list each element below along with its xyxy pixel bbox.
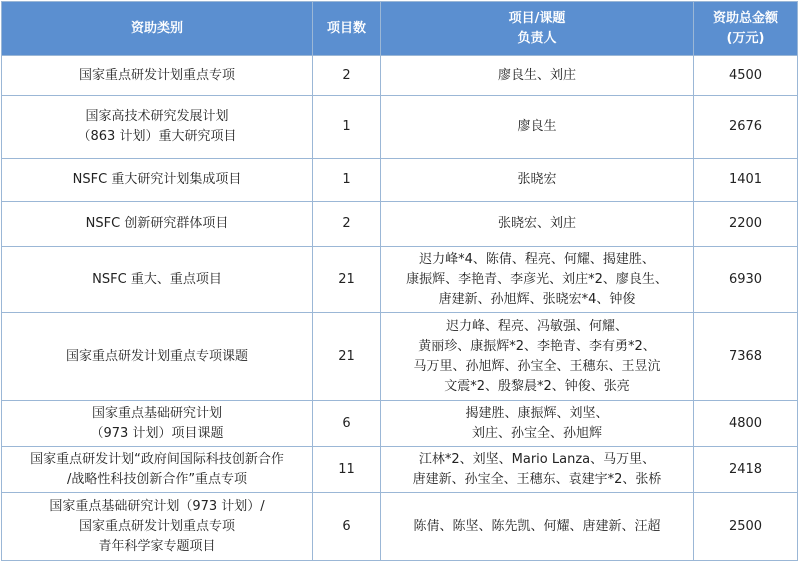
cell-amount: 2676 bbox=[694, 96, 798, 159]
table-row bbox=[2, 313, 798, 401]
cell-count: 1 bbox=[313, 159, 381, 202]
cell-category: 国家高技术研究发展计划 （863 计划）重大研究项目 bbox=[2, 96, 313, 159]
cell-category: 国家重点基础研究计划（973 计划）/ 国家重点研发计划重点专项 青年科学家专题项目 bbox=[2, 493, 313, 561]
cell-amount: 2200 bbox=[694, 202, 798, 247]
cell-count: 11 bbox=[313, 447, 381, 493]
table-row bbox=[2, 247, 798, 313]
cell-amount: 7368 bbox=[694, 313, 798, 401]
funding-table bbox=[1, 1, 798, 561]
cell-category: 国家重点基础研究计划 （973 计划）项目课题 bbox=[2, 401, 313, 447]
cell-amount: 4500 bbox=[694, 56, 798, 96]
cell-category: 国家重点研发计划重点专项 bbox=[2, 56, 313, 96]
cell-count: 6 bbox=[313, 493, 381, 561]
table-row bbox=[2, 56, 798, 96]
cell-count: 1 bbox=[313, 96, 381, 159]
table-row bbox=[2, 401, 798, 447]
cell-leaders: 江林*2、刘坚、Mario Lanza、马万里、 唐建新、孙宝全、王穗东、袁建宇*2、张桥 bbox=[381, 447, 694, 493]
cell-count: 6 bbox=[313, 401, 381, 447]
cell-leaders: 揭建胜、康振辉、刘坚、 刘庄、孙宝全、孙旭辉 bbox=[381, 401, 694, 447]
header-count: 项目数 bbox=[313, 2, 381, 56]
cell-count: 21 bbox=[313, 247, 381, 313]
cell-amount: 4800 bbox=[694, 401, 798, 447]
cell-category: NSFC 创新研究群体项目 bbox=[2, 202, 313, 247]
table-header-row bbox=[2, 2, 798, 56]
cell-leaders: 迟力峰*4、陈倩、程亮、何耀、揭建胜、 康振辉、李艳青、李彦光、刘庄*2、廖良生、 唐建新、孙旭辉、张晓宏*4、钟俊 bbox=[381, 247, 694, 313]
cell-leaders: 张晓宏 bbox=[381, 159, 694, 202]
table-row bbox=[2, 202, 798, 247]
header-amount: 资助总金额 (万元) bbox=[694, 2, 798, 56]
cell-category: NSFC 重大研究计划集成项目 bbox=[2, 159, 313, 202]
cell-leaders: 张晓宏、刘庄 bbox=[381, 202, 694, 247]
table-row bbox=[2, 493, 798, 561]
cell-count: 2 bbox=[313, 56, 381, 96]
header-leaders: 项目/课题 负责人 bbox=[381, 2, 694, 56]
cell-leaders: 迟力峰、程亮、冯敏强、何耀、 黄丽珍、康振辉*2、李艳青、李有勇*2、 马万里、孙旭辉、孙宝全、王穗东、王昱沆 文震*2、殷黎晨*2、钟俊、张亮 bbox=[381, 313, 694, 401]
header-category: 资助类别 bbox=[2, 2, 313, 56]
cell-amount: 2418 bbox=[694, 447, 798, 493]
cell-count: 21 bbox=[313, 313, 381, 401]
cell-amount: 2500 bbox=[694, 493, 798, 561]
cell-leaders: 廖良生 bbox=[381, 96, 694, 159]
cell-amount: 1401 bbox=[694, 159, 798, 202]
cell-category: 国家重点研发计划“政府间国际科技创新合作 /战略性科技创新合作”重点专项 bbox=[2, 447, 313, 493]
cell-count: 2 bbox=[313, 202, 381, 247]
cell-category: NSFC 重大、重点项目 bbox=[2, 247, 313, 313]
cell-category: 国家重点研发计划重点专项课题 bbox=[2, 313, 313, 401]
cell-leaders: 廖良生、刘庄 bbox=[381, 56, 694, 96]
table-row bbox=[2, 447, 798, 493]
cell-amount: 6930 bbox=[694, 247, 798, 313]
table-row bbox=[2, 96, 798, 159]
table-row bbox=[2, 159, 798, 202]
cell-leaders: 陈倩、陈坚、陈先凯、何耀、唐建新、汪超 bbox=[381, 493, 694, 561]
